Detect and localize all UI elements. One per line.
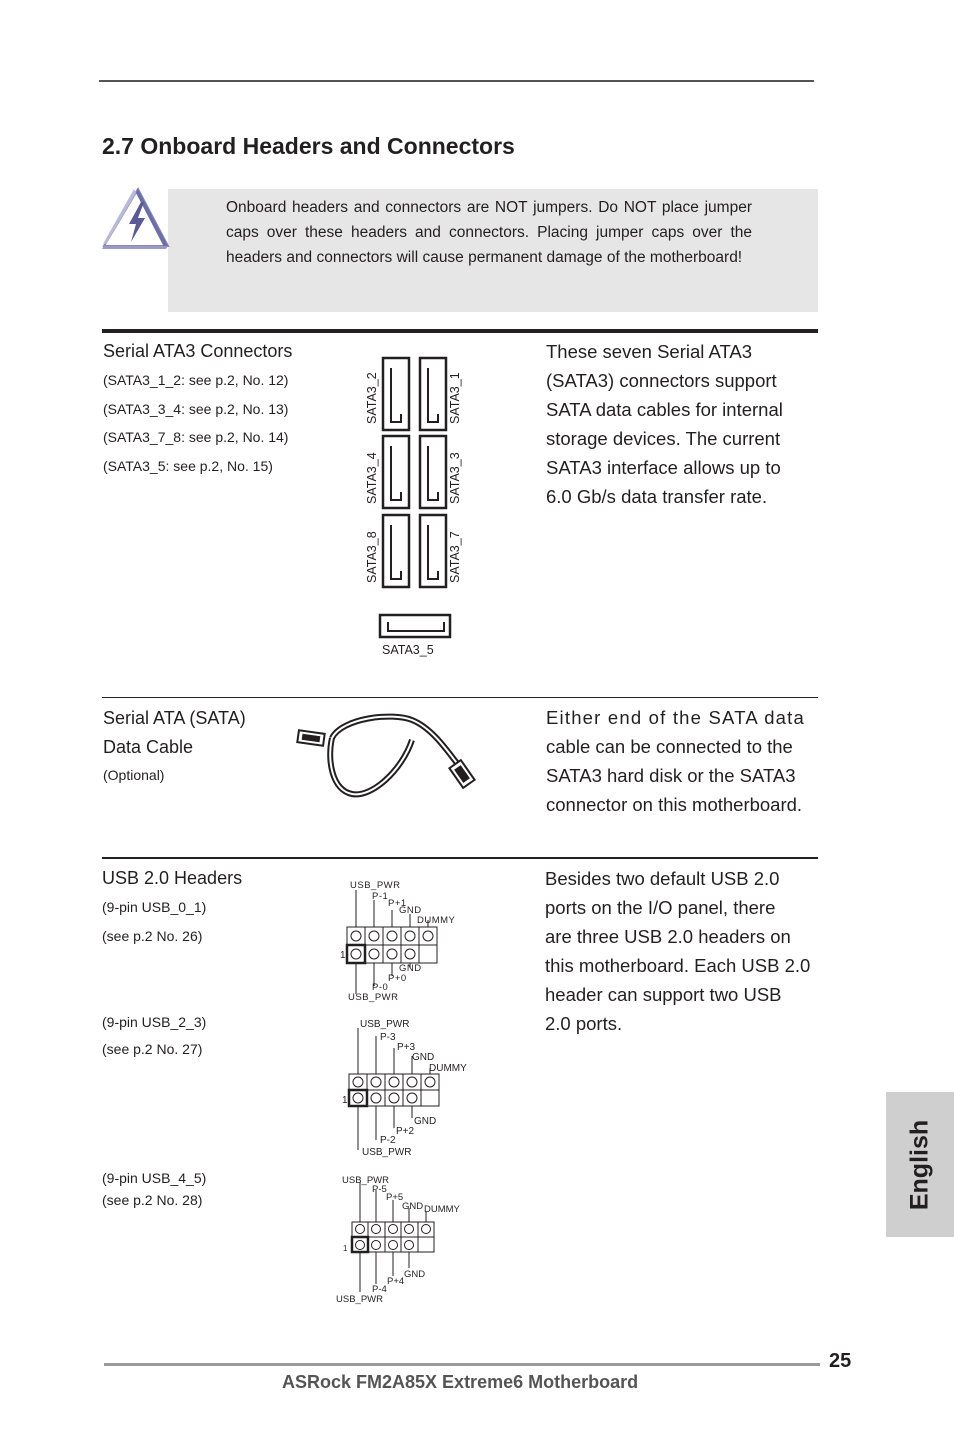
sata3-2-label: SATA3_2 [365, 372, 379, 424]
sata3-description: These seven Serial ATA3 (SATA3) connectors support SATA data cables for internal storage devices. The current SATA3 interface allows up to 6.0 Gb/s data transfer rate. [546, 341, 783, 507]
sata3-1-label: SATA3_1 [448, 372, 462, 424]
usb-header3-pins: (9-pin USB_4_5) [102, 1170, 207, 1186]
pin-label: P-4 [372, 1284, 387, 1295]
footer-rule [104, 1363, 820, 1366]
pin-label: GND [399, 963, 422, 974]
dummy-label: DUMMY [424, 1204, 460, 1215]
sata3-8-label: SATA3_8 [365, 531, 379, 583]
usb-header2-diagram [338, 1014, 478, 1160]
top-rule [99, 80, 814, 82]
section-divider [102, 329, 818, 333]
usb-header3-ref: (see p.2 No. 28) [102, 1192, 203, 1208]
usb-pwr-label: USB_PWR [336, 1294, 383, 1305]
pin-label: P+1 [388, 898, 407, 909]
usb-pwr-label: USB_PWR [360, 1019, 410, 1030]
sata3-ref: (SATA3_7_8: see p.2, No. 14) [103, 429, 289, 445]
usb-pwr-label: USB_PWR [342, 1175, 389, 1186]
pin-label: P+0 [388, 973, 407, 984]
pin1-marker: 1 [340, 950, 347, 961]
sata3-4-label: SATA3_4 [365, 452, 379, 504]
sata3-3-label: SATA3_3 [448, 452, 462, 504]
language-tab-label: English [905, 1119, 934, 1210]
pin-label: P+5 [386, 1192, 404, 1203]
section-divider [102, 697, 818, 698]
sata-cable-title: Serial ATA (SATA) [103, 708, 246, 728]
usb-header2-ref: (see p.2 No. 27) [102, 1041, 203, 1057]
dummy-label: DUMMY [417, 915, 456, 926]
pin-label: P-1 [372, 891, 389, 902]
section-divider [102, 857, 818, 859]
dummy-label: DUMMY [429, 1063, 467, 1074]
page-number: 25 [829, 1350, 852, 1372]
pin1-marker: 1 [342, 1095, 348, 1106]
usb-header3-diagram [334, 1172, 474, 1306]
usb-header1-diagram [338, 876, 468, 1004]
pin-label: GND [399, 905, 422, 916]
usb-pwr-label: USB_PWR [348, 992, 399, 1003]
pin-label: GND [404, 1269, 426, 1280]
warning-triangle-icon [100, 186, 170, 250]
sata3-ref: (SATA3_1_2: see p.2, No. 12) [103, 372, 289, 388]
usb-pwr-label: USB_PWR [350, 880, 401, 891]
usb-header1-pins: (9-pin USB_0_1) [102, 899, 207, 915]
pin-label: GND [402, 1201, 424, 1212]
pin-label: GND [414, 1116, 437, 1127]
sata3-ref: (SATA3_3_4: see p.2, No. 13) [103, 401, 289, 417]
section-title: 2.7 Onboard Headers and Connectors [102, 133, 515, 159]
sata3-connector-diagram [360, 352, 470, 662]
footer-title: ASRock FM2A85X Extreme6 Motherboard [282, 1372, 639, 1392]
pin-label: P-3 [380, 1032, 396, 1043]
pin-label: P+3 [397, 1042, 416, 1053]
sata3-title: Serial ATA3 Connectors [103, 341, 293, 361]
sata-cable-description: Either end of the SATA data cable can be connected to the SATA3 hard disk or the SATA3 connector on this motherboard. [546, 707, 805, 815]
pin-label: P+4 [387, 1276, 405, 1287]
sata-cable-title: Data Cable [103, 737, 194, 757]
sata-cable-note: (Optional) [103, 767, 165, 783]
sata3-5-label: SATA3_5 [382, 643, 434, 657]
usb-header1-ref: (see p.2 No. 26) [102, 928, 203, 944]
language-side-tab [886, 1092, 954, 1237]
usb-pwr-label: USB_PWR [362, 1147, 412, 1158]
sata-cable-image [292, 710, 487, 802]
pin1-marker: 1 [343, 1244, 348, 1253]
pin-label: P-2 [380, 1135, 396, 1146]
pin-label: P-0 [372, 982, 389, 993]
pin-label: P-5 [372, 1184, 387, 1195]
pin-label: P+2 [396, 1126, 415, 1137]
usb-description: Besides two default USB 2.0 ports on the I/O panel, there are three USB 2.0 headers on this motherboard. Each USB 2.0 header can support two USB 2.0 ports. [545, 868, 811, 1034]
warning-text: Onboard headers and connectors are NOT jumpers. Do NOT place jumper caps over these headers and connectors. Placing jumper caps over the headers and connectors will cause permanent damage of the motherboard! [226, 199, 752, 266]
sata3-7-label: SATA3_7 [448, 531, 462, 583]
usb-title: USB 2.0 Headers [102, 868, 243, 888]
pin-label: GND [412, 1052, 435, 1063]
usb-header2-pins: (9-pin USB_2_3) [102, 1014, 207, 1030]
sata3-ref: (SATA3_5: see p.2, No. 15) [103, 458, 273, 474]
